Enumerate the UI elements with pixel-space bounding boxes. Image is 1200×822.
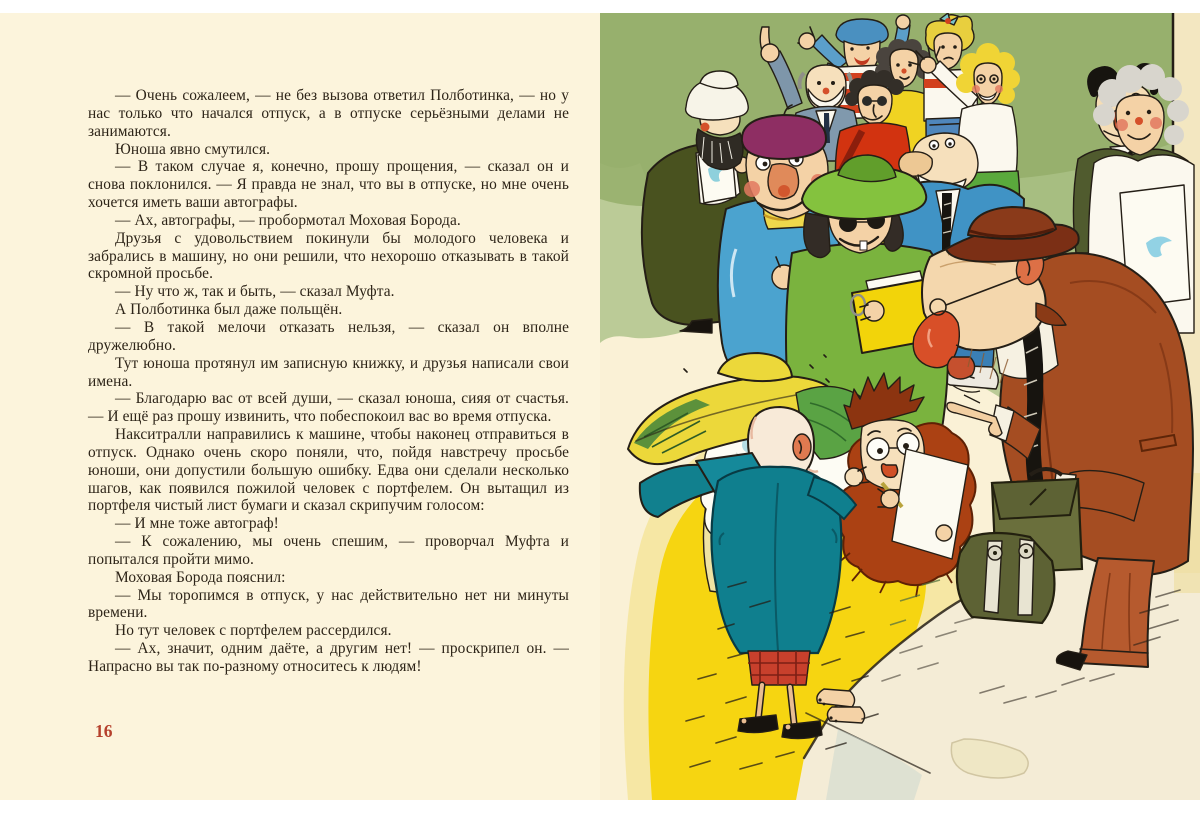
paragraph: — Мы торопимся в отпуск, у нас действительно нет ни минуты времени. — [88, 586, 569, 622]
paragraph: Накситралли направились к машине, чтобы наконец отправиться в отпуск. Однако очень скоро поняли, что, пойдя навстречу просьбе юноши, они допустили большую ошибку. Едва они сделали несколько шагов, как появился пожилой человек с портфелем. Он вытащил из портфеля чистый лист бумаги и сказал скрипучим голосом: — [88, 426, 569, 515]
paragraph: — Ну что ж, так и быть, — сказал Муфта. — [115, 283, 395, 301]
paragraph: Моховая Борода пояснил: — [115, 568, 286, 586]
paragraph: — В такой мелочи отказать нельзя, — сказал он вполне дружелюбно. — [88, 318, 569, 354]
paragraph: Друзья с удовольствием покинули бы молодого человека и забрались в машину, но они решили, что нехорошо отказывать в такой скромной просьбе. — [88, 229, 569, 283]
paragraph: — Очень сожалеем, — не без вызова ответил Полботинка, — но у нас только что начался отпуск, а в отпуске серьёзными делами не занимаются. — [88, 87, 569, 140]
illustration — [600, 13, 1200, 800]
illustration-svg — [600, 13, 1200, 800]
book-spread — [0, 13, 1200, 800]
paragraph: — В таком случае я, конечно, прошу прощения, — сказал он и снова поклонился. — Я правда не знал, что вы в отпуске, но мне очень хочется иметь ваши автографы. — [88, 158, 569, 212]
paragraph: — И мне тоже автограф! — [115, 515, 279, 533]
body-text — [88, 87, 569, 676]
paragraph: — Ах, значит, одним даёте, а другим нет! — проскрипел он. — Напрасно вы так по-разному относитесь к людям! — [88, 640, 569, 675]
paragraph: А Полботинка был даже польщён. — [115, 301, 343, 319]
paragraph: Но тут человек с портфелем рассердился. — [115, 622, 392, 640]
right-page — [600, 13, 1200, 800]
page-number: 16 — [95, 721, 113, 741]
paragraph: Юноша явно смутился. — [115, 140, 271, 158]
paragraph: — Ах, автографы, — пробормотал Моховая Борода. — [115, 211, 461, 229]
paragraph: — К сожалению, мы очень спешим, — проворчал Муфта и попытался пройти мимо. — [88, 533, 569, 568]
paragraph: — Благодарю вас от всей души, — сказал юноша, сияя от счастья. — И ещё раз прошу извинить, что побеспокоил вас во время отпуска. — [88, 390, 569, 426]
left-page — [0, 13, 600, 800]
paragraph: Тут юноша протянул им записную книжку, и друзья написали свои имена. — [88, 354, 569, 390]
